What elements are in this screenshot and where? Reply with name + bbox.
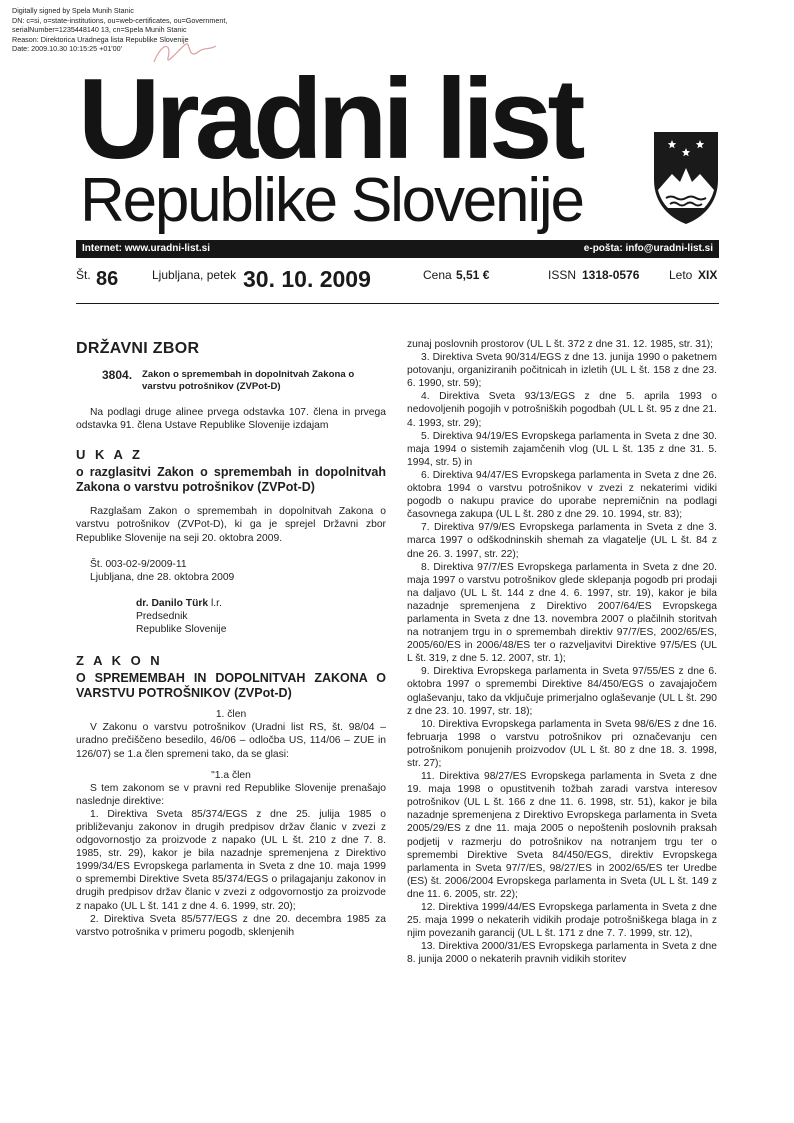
directive-item: 6. Direktiva 94/47/ES Evropskega parlamenta in Sveta z dne 26. oktobra 1994 o varstvu potrošnikov v zvezi z nekaterimi vidiki pogodb o nakupu pravice do uporabe nepremičnin na podlagi časovnega zakupa (UL L št. 280 z dne 29. 10. 1994, str. 83); (407, 469, 717, 521)
masthead-title: Uradni list (78, 56, 581, 183)
reference-number: Št. 003-02-9/2009-11 (90, 558, 187, 570)
masthead-subtitle: Republike Slovenije (80, 166, 583, 235)
article-1-title: 1. člen (215, 709, 247, 721)
directive-item: 3. Direktiva Sveta 90/314/EGS z dne 13. junija 1990 o paketnem potovanju, organiziranih počitnicah in izletih (UL L št. 158 z dne 23. 6. 1990, str. 59); (407, 352, 717, 390)
directive-item: 11. Direktiva 98/27/ES Evropskega parlamenta in Sveta z dne 19. maja 1998 o opustitvenih tožbah zaradi varstva interesov potrošnikov (UL L št. 166 z dne 11. 6. 1998, str. 51), kakor je bila nazadnje spremenjena z Direktivo Evropskega parlamenta in Sveta 2005/29/ES z dne 11. maja 2005 o nepoštenih poslovnih praksah podjetij v razmerju do potrošnikov na notranjem trgu ter o spremembi Direktive Sveta 84/450/EGS, direktiv Evropskega parlamenta in Sveta 97/7/ES, 98/27/ES in 2002/65/ES ter Uredbe (ES) št. 2006/2004 Evropskega parlamenta in Sveta (UL L št. 149 z dne 11. 6. 2005, str. 22); (407, 771, 717, 900)
issue-number-label: Št. (76, 268, 91, 282)
issn-value: 1318-0576 (582, 268, 640, 282)
issue-number: 86 (96, 268, 119, 290)
signer-name: dr. Danilo Türk (136, 597, 209, 609)
act-title: Zakon o spremembah in dopolnitvah Zakona o varstvu potrošnikov (ZVPot-D) (142, 369, 355, 392)
directive-item: 4. Direktiva Sveta 93/13/EGS z dne 5. aprila 1993 o nedovoljenih pogojih v potrošniških pogodbah (UL L št. 95 z dne 21. 4. 1993, str. 29); (407, 391, 717, 429)
signature-line: Digitally signed by Spela Munih Stanic (12, 6, 134, 15)
right-column (407, 338, 717, 967)
signer-suffix: l.r. (208, 597, 222, 609)
zakon-heading: Z A K O N (76, 653, 163, 669)
signer-org: Republike Slovenije (136, 624, 227, 636)
directive-item: 7. Direktiva 97/9/ES Evropskega parlamenta in Sveta z dne 3. marca 1997 o odškodninskih shemah za vlagatelje (UL L št. 84 z dne 26. 3. 1997, str. 22); (407, 522, 717, 560)
masthead-contact-bar (76, 240, 719, 258)
left-column (76, 338, 386, 939)
issue-date: 30. 10. 2009 (243, 266, 371, 292)
article-1a-text: S tem zakonom se v pravni red Republike Slovenije prenašajo naslednje direktive: (76, 782, 386, 807)
issue-info (76, 262, 719, 296)
act-heading (76, 369, 386, 392)
price-value: 5,51 € (456, 268, 490, 282)
coat-of-arms-icon (650, 128, 722, 226)
article-1-text: V Zakonu o varstvu potrošnikov (Uradni list RS, št. 98/04 – uradno prečiščeno besedilo, 46/06 – odločba US, 114/06 – ZUE in 126/07) se 1.a člen spremeni tako, da se glasi: (76, 722, 386, 760)
issue-place-day: Ljubljana, petek (152, 268, 237, 282)
directive-item: 8. Direktiva 97/7/ES Evropskega parlamenta in Sveta z dne 20. maja 1997 o varstvu potrošnikov glede sklepanja pogodb pri prodaji na daljavo (UL L št. 144 z dne 4. 6. 1997, str. 19), kakor je bila nazadnje spremenjena z Direktivo 2007/64/ES Evropskega parlamenta in Sveta z dne 13. novembra 2007 o plačilnih storitvah na notranjem trgu in o spremembah direktiv 97/7/ES, 2002/65/ES, 2005/60/ES in 2006/48/ES ter o razveljavitvi Direktive 97/5/ES (UL L št. 319, z dne 5. 12. 2007, str. 1); (407, 561, 717, 665)
price-label: Cena (423, 268, 452, 282)
email-link[interactable]: e-pošta: info@uradni-list.si (583, 243, 713, 254)
signature-line: Reason: Direktorica Uradnega lista Republike Slovenije (12, 34, 189, 44)
directive-item-continued: zunaj poslovnih prostorov (UL L št. 372 z dne 31. 12. 1985, str. 31); (407, 339, 714, 350)
header-rule (76, 303, 719, 304)
ukaz-text: Razglašam Zakon o spremembah in dopolnitvah Zakona o varstvu potrošnikov (ZVPot-D), ki ga je sprejel Državni zbor Republike Slovenije na seji 20. oktobra 2009. (76, 506, 386, 544)
directive-item: 5. Direktiva 94/19/ES Evropskega parlamenta in Sveta z dne 30. maja 1994 o sistemih zajamčenih vlog (UL L št. 135 z dne 31. 5. 1994, str. 5) in (407, 430, 717, 468)
signature-line: Date: 2009.10.30 10:15:25 +01'00' (12, 44, 123, 54)
directive-item: 9. Direktiva Evropskega parlamenta in Sveta 97/55/ES z dne 6. oktobra 1997 o spremembi Direktive 84/450/EGS o zavajajočem oglaševanju, tako da vključuje primerjalno oglaševanje (UL L št. 290 z dne 23. 10. 1997, str. 18); (407, 666, 717, 717)
issn-label: ISSN (548, 268, 577, 282)
act-number: 3804. (102, 368, 133, 383)
signer-role: Predsednik (136, 610, 188, 622)
signature-line: DN: c=si, o=state-institutions, ou=web-certificates, ou=Government, (12, 15, 228, 25)
ukaz-heading: U K A Z (76, 447, 143, 463)
preamble: Na podlagi druge alinee prvega odstavka 107. člena in prvega odstavka 91. člena Ustave Republike Slovenije izdajam (76, 407, 386, 432)
directive-item: 2. Direktiva Sveta 85/577/EGS z dne 20. decembra 1985 za varstvo potrošnika v primeru pogodb, sklenjenih (76, 913, 386, 938)
year-label: Leto (669, 268, 693, 282)
article-1a-title: "1.a člen (211, 769, 251, 781)
ukaz-subheading: o razglasitvi Zakon o spremembah in dopolnitvah Zakona o varstvu potrošnikov (ZVPot-D) (76, 465, 386, 495)
signature-line: serialNumber=1235448140 13, cn=Spela Munih Stanic (12, 25, 187, 35)
website-link[interactable]: Internet: www.uradni-list.si (82, 243, 210, 254)
signer-line (76, 597, 386, 610)
directive-item: 10. Direktiva Evropskega parlamenta in Sveta 98/6/ES z dne 16. februarja 1998 o varstvu potrošnikov pri označevanju cen potrošnikom ponujenih proizvodov (UL L št. 80 z dne 18. 3. 1998, str. 27); (407, 718, 717, 769)
section-heading: DRŽAVNI ZBOR (76, 340, 200, 357)
directive-item: 13. Direktiva 2000/31/ES Evropskega parlamenta in Sveta z dne 8. junija 2000 o nekaterih pravnih vidikih storitev (407, 941, 717, 966)
zakon-subheading: O SPREMEMBAH IN DOPOLNITVAH ZAKONA O VARSTVU POTROŠNIKOV (ZVPot-D) (76, 671, 386, 700)
year-value: XIX (698, 268, 718, 282)
reference-date: Ljubljana, dne 28. oktobra 2009 (90, 571, 235, 583)
directive-item: 1. Direktiva Sveta 85/374/EGS z dne 25. julija 1985 o približevanju zakonov in drugih predpisov držav članic v zvezi z odgovornostjo za proizvode z napako (UL L št. 210 z dne 7. 8. 1985, str. 29), kakor je bila nazadnje spremenjena z Direktivo 1999/34/ES Evropskega parlamenta in Sveta z dne 10. maja 1999 o spremembi Direktive Sveta 85/374/EGS o prilagajanju zakonov in drugih predpisov držav članic v zvezi z odgovornostjo za proizvode z napako (UL L št. 141 z dne 4. 6. 1999, str. 20); (76, 808, 386, 912)
directive-item: 12. Direktiva 1999/44/ES Evropskega parlamenta in Sveta z dne 25. maja 1999 o nekaterih vidikih prodaje potrošniškega blaga in z njim povezanih garancij (UL L št. 171 z dne 7. 7. 1999, str. 12), (407, 902, 717, 940)
